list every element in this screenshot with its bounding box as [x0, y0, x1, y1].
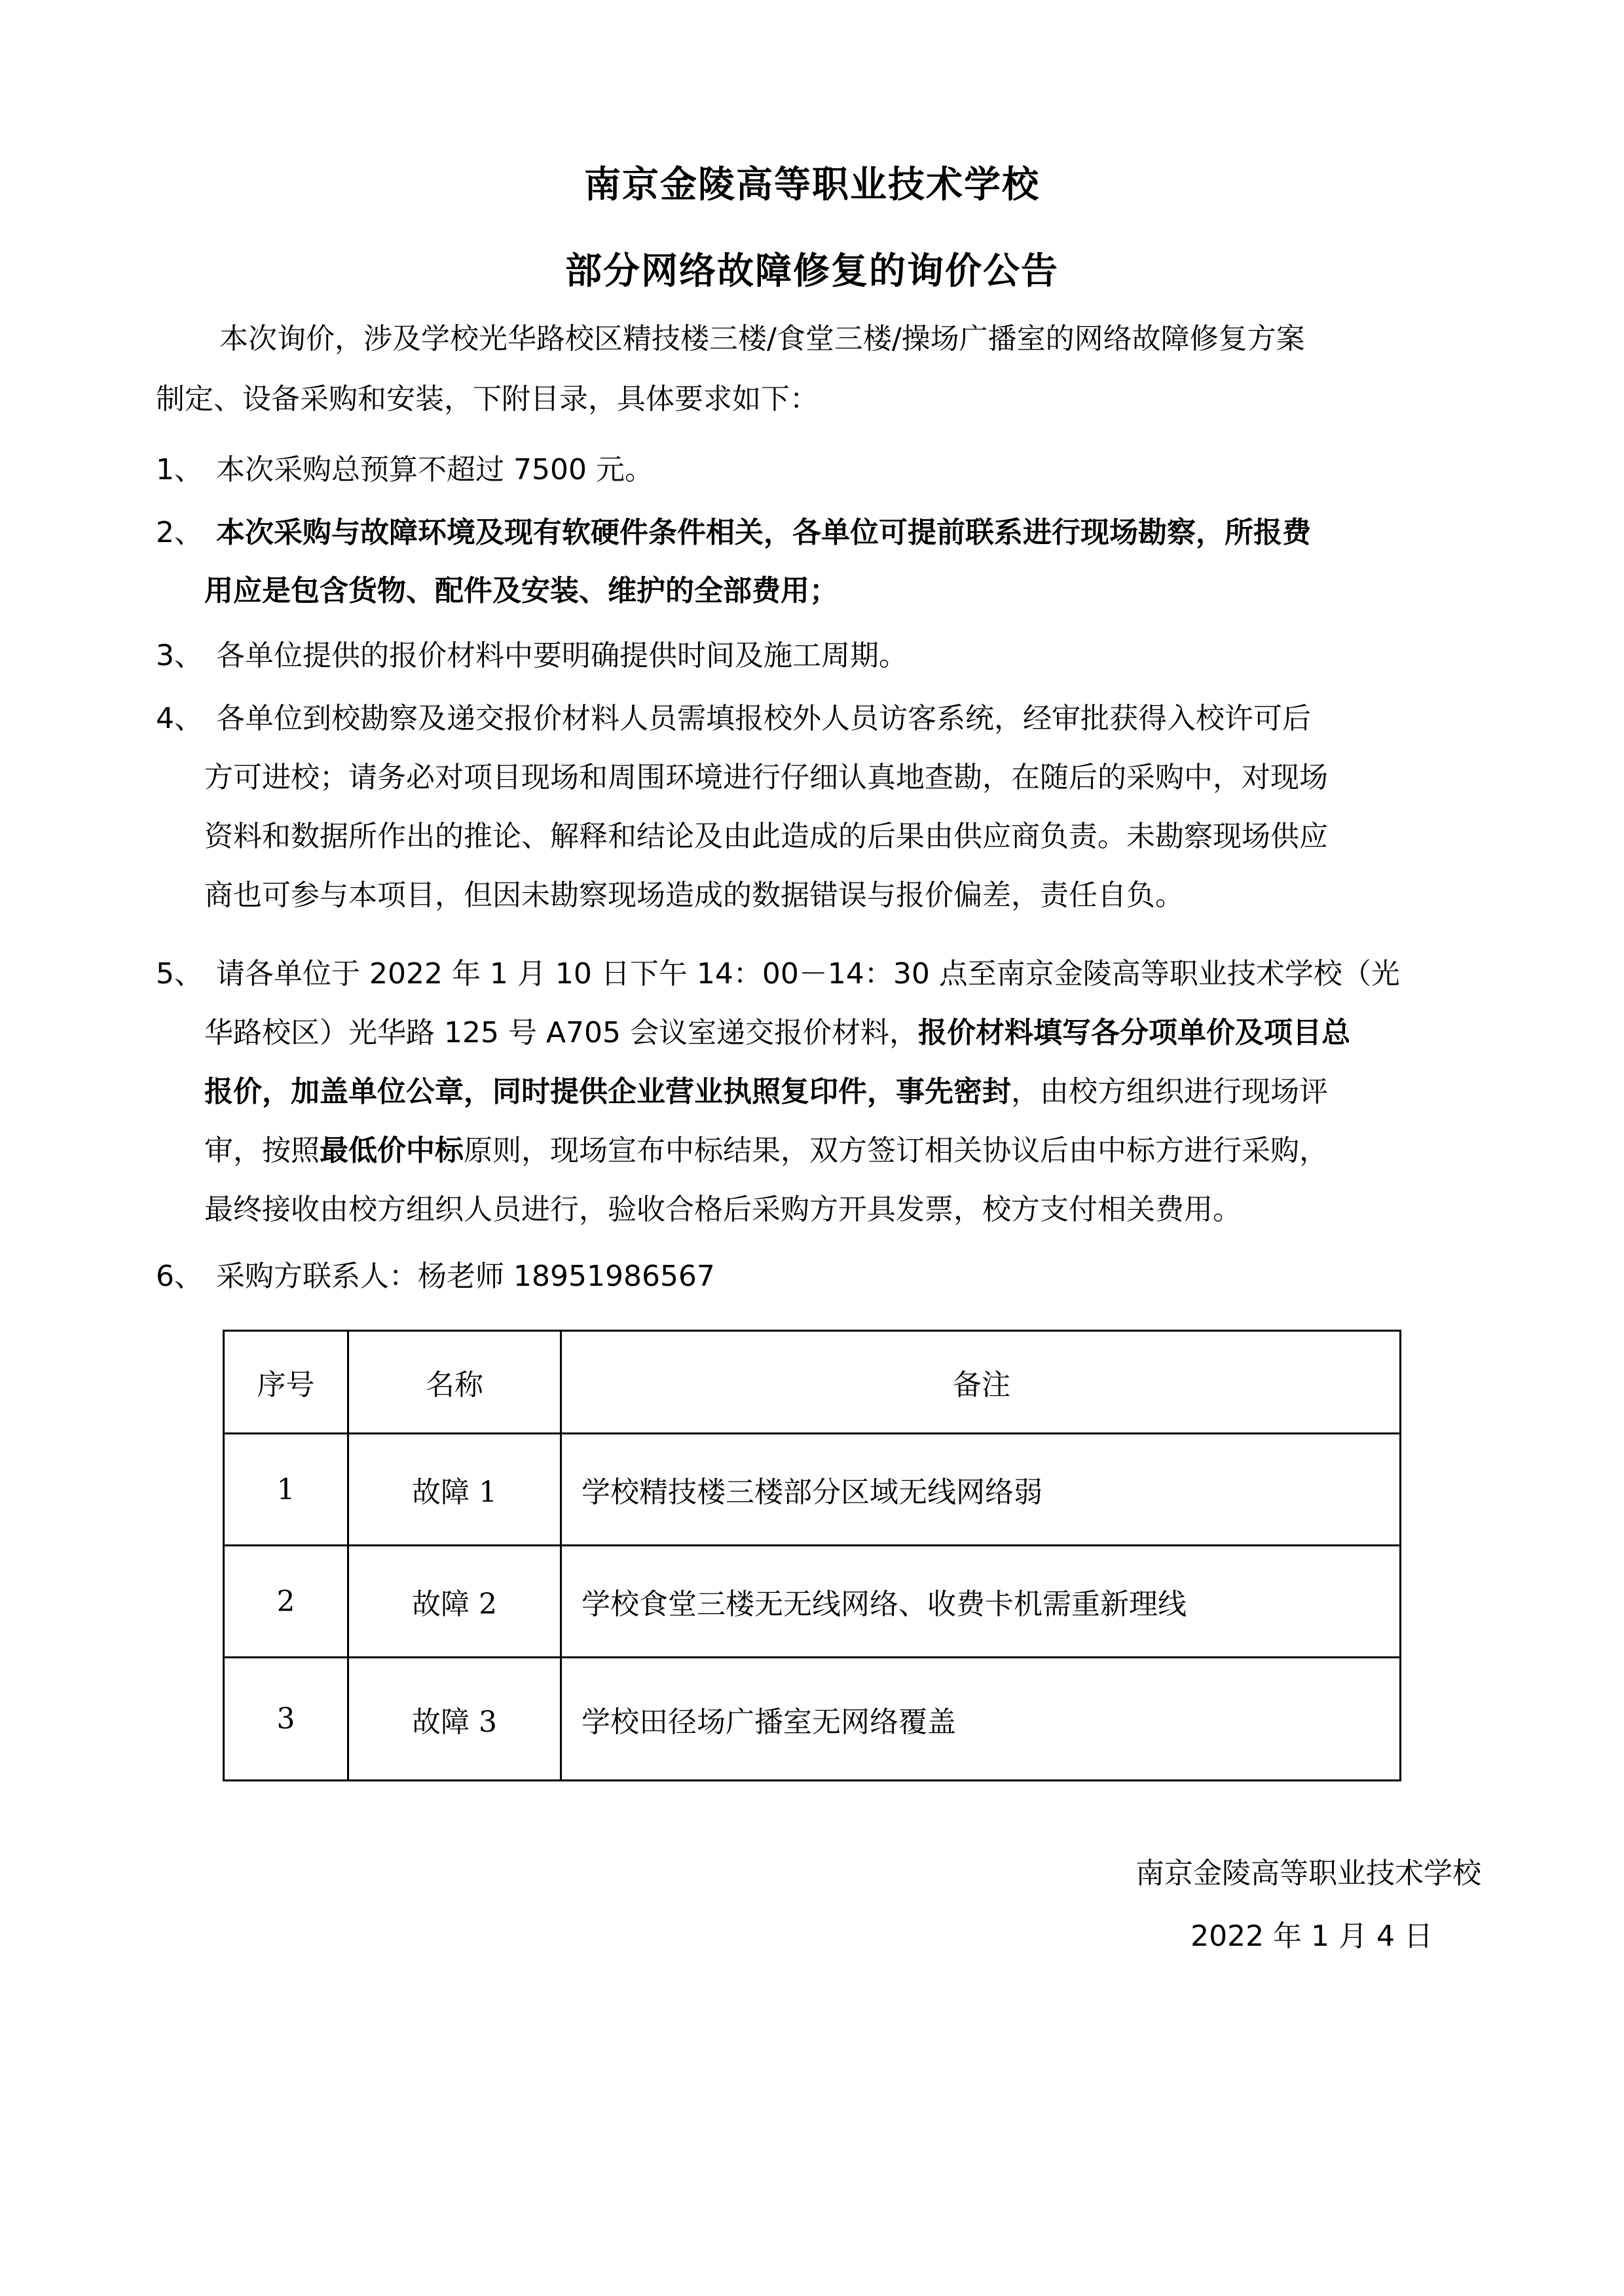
table-header-row — [225, 1332, 1399, 1432]
table-cell-name: 故障 3 — [349, 1658, 562, 1779]
table-cell-remark: 学校食堂三楼无无线网络、收费卡机需重新理线 — [581, 1588, 1187, 1621]
item-4-text-line-4: 商也可参与本项目，但因未勘察现场造成的数据错误与报价偏差，责任自负。 — [204, 879, 1184, 912]
document-title: 南京金陵高等职业技术学校 — [584, 164, 1040, 206]
document-subtitle: 部分网络故障修复的询价公告 — [565, 250, 1059, 293]
item-2-text-line-2: 用应是包含货物、配件及安装、维护的全部费用； — [204, 574, 838, 608]
intro-line-2: 制定、设备采购和安装，下附目录，具体要求如下： — [156, 382, 819, 416]
table-row — [225, 1544, 1399, 1656]
item-5-text-line-3-b: ，由校方组织进行现场评 — [1011, 1075, 1328, 1108]
table-cell-index: 1 — [225, 1434, 349, 1544]
item-5-text-line-3-bold: 报价，加盖单位公章，同时提供企业营业执照复印件，事先密封 — [204, 1075, 1011, 1108]
item-5-text-line-2-bold: 报价材料填写各分项单价及项目总 — [918, 1016, 1351, 1049]
table-row — [225, 1656, 1399, 1779]
signature-org: 南京金陵高等职业技术学校 — [1135, 1857, 1481, 1890]
item-1-text: 本次采购总预算不超过 7500 元。 — [216, 453, 654, 486]
item-number-4: 4、 — [156, 702, 203, 735]
item-5-text-line-4-bold: 最低价中标 — [320, 1134, 464, 1167]
table-cell-remark: 学校田径场广播室无网络覆盖 — [581, 1705, 956, 1739]
item-5-text-line-4 — [204, 1131, 1328, 1171]
item-5-text-line-4-c: 原则，现场宣布中标结果，双方签订相关协议后由中标方进行采购， — [464, 1134, 1328, 1167]
item-4-text-line-2: 方可进校；请务必对项目现场和周围环境进行仔细认真地查勘，在随后的采购中，对现场 — [204, 761, 1328, 794]
item-2-text-line-1: 本次采购与故障环境及现有软硬件条件相关，各单位可提前联系进行现场勘察，所报费 — [216, 516, 1311, 549]
table-header-name: 名称 — [349, 1332, 562, 1432]
item-6-text: 采购方联系人：杨老师 18951986567 — [216, 1260, 715, 1293]
fault-table — [223, 1330, 1401, 1781]
item-4-text-line-1: 各单位到校勘察及递交报价材料人员需填报校外人员访客系统，经审批获得入校许可后 — [216, 702, 1311, 735]
signature-date: 2022 年 1 月 4 日 — [1190, 1920, 1433, 1953]
table-cell-name: 故障 2 — [349, 1546, 562, 1656]
item-5-text-line-5: 最终接收由校方组织人员进行，验收合格后采购方开具发票，校方支付相关费用。 — [204, 1193, 1242, 1226]
item-number-3: 3、 — [156, 639, 203, 672]
item-4-text-line-3: 资料和数据所作出的推论、解释和结论及由此造成的后果由供应商负责。未勘察现场供应 — [204, 820, 1328, 853]
item-number-2: 2、 — [156, 516, 203, 549]
item-5-text-line-1: 请各单位于 2022 年 1 月 10 日下午 14：00－14：30 点至南京金陵高等职业技术学校（光 — [216, 957, 1400, 991]
item-number-6: 6、 — [156, 1260, 203, 1293]
intro-line-1: 本次询价，涉及学校光华路校区精技楼三楼/食堂三楼/操场广播室的网络故障修复方案 — [219, 322, 1305, 355]
table-row — [225, 1432, 1399, 1544]
item-5-text-line-4-a: 审，按照 — [204, 1134, 320, 1167]
item-5-text-line-2 — [204, 1013, 1350, 1053]
item-number-1: 1、 — [156, 453, 203, 486]
item-5-text-line-2-a: 华路校区）光华路 125 号 A705 会议室递交报价材料， — [204, 1016, 919, 1049]
item-3-text: 各单位提供的报价材料中要明确提供时间及施工周期。 — [216, 639, 908, 672]
item-number-5: 5、 — [156, 957, 203, 991]
table-header-remark: 备注 — [953, 1368, 1010, 1402]
item-5-text-line-3 — [204, 1072, 1328, 1112]
table-cell-name: 故障 1 — [349, 1434, 562, 1544]
table-cell-remark: 学校精技楼三楼部分区域无线网络弱 — [581, 1476, 1043, 1509]
table-header-index: 序号 — [225, 1332, 349, 1432]
table-cell-index: 3 — [225, 1658, 349, 1779]
table-cell-index: 2 — [225, 1546, 349, 1656]
